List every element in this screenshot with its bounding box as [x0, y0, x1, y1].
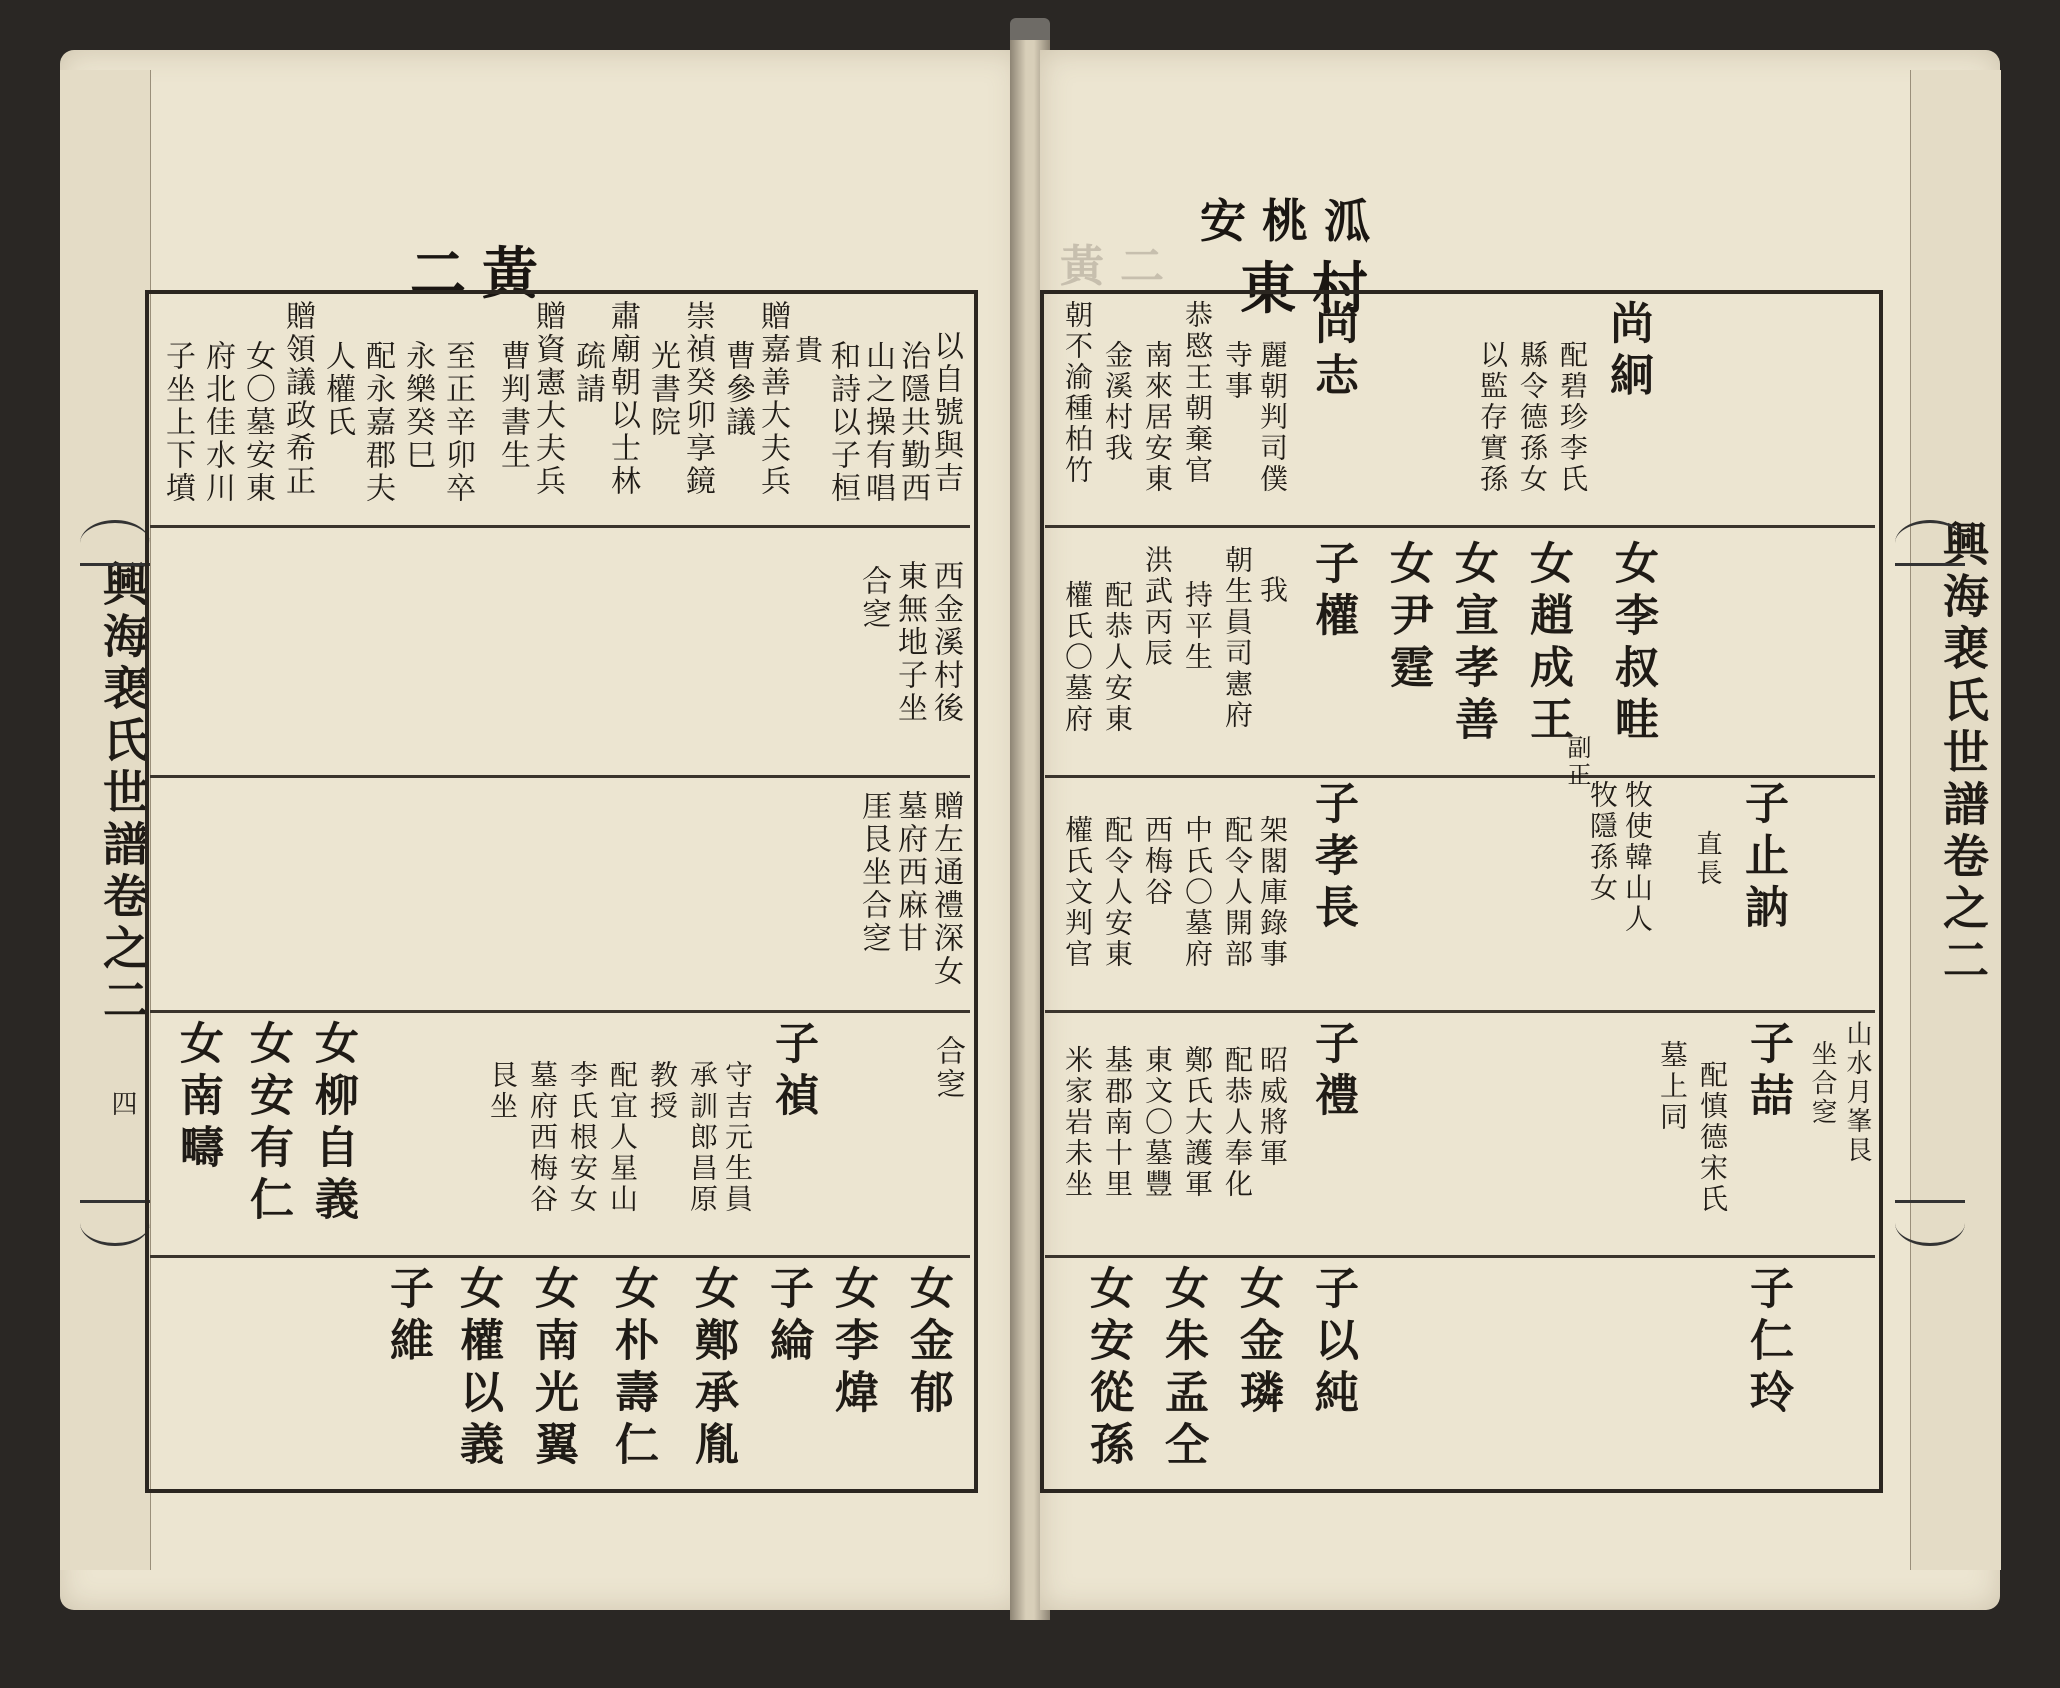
right-s4-note-a1: 配慎德宋氏: [1696, 1060, 1729, 1215]
right-s2-note5: 配恭人安東: [1101, 580, 1134, 735]
left-divider-3: [150, 1010, 970, 1013]
left-s4-note7: 艮坐: [486, 1060, 519, 1122]
left-s1-line14: 至正辛卯卒: [440, 340, 475, 505]
left-fish-ornament-top: [80, 520, 150, 566]
left-s5-entry1: 女金郁: [902, 1265, 953, 1421]
right-s1-note2b: 寺事: [1221, 340, 1254, 402]
right-fish-ornament-top: [1895, 520, 1965, 566]
right-s1-note2e: 金溪村我: [1101, 340, 1134, 464]
left-s2-line1: 西金溪村後: [928, 560, 963, 725]
left-s1-line1: 以自號與吉: [928, 330, 963, 495]
right-divider-2: [1045, 775, 1875, 778]
right-header-main: 東村: [1240, 256, 1384, 322]
left-s1-line4: 和詩以子桓: [825, 340, 860, 505]
left-s1-line17: 人權氏: [320, 340, 355, 439]
right-s4-note-b1: 昭威將軍: [1256, 1045, 1289, 1169]
right-header-sub: 安桃泒: [1200, 194, 1386, 248]
left-s1-line20: 府北佳水川: [200, 340, 235, 505]
right-s4-note-b2: 配恭人奉化: [1221, 1045, 1254, 1200]
left-divider-4: [150, 1255, 970, 1258]
right-s2-note6: 權氏〇墓府: [1061, 580, 1094, 735]
right-header-small: 黃二: [1060, 241, 1180, 292]
left-s1-line2: 治隱共勤西: [895, 340, 930, 505]
left-s1-line3: 山之操有唱: [860, 340, 895, 505]
right-s2-note1: 我: [1256, 575, 1289, 606]
right-s3-note-b1: 架閣庫錄事: [1256, 815, 1289, 970]
right-s4-note-b6: 米家岩未坐: [1061, 1045, 1094, 1200]
right-s5-entry3: 女金璘: [1232, 1265, 1283, 1421]
right-s4-note-a2: 墓上同: [1656, 1040, 1689, 1133]
right-s2-entry2: 副正: [1563, 735, 1591, 789]
left-s4-son: 子禎: [767, 1020, 818, 1124]
left-s5-entry4: 女鄭承胤: [687, 1265, 738, 1473]
right-divider-3: [1045, 1010, 1875, 1013]
right-s1-note2d: 南來居安東: [1141, 340, 1174, 495]
left-header: 二黃: [410, 241, 554, 307]
right-divider-4: [1045, 1255, 1875, 1258]
right-s4-note-b5: 基郡南十里: [1101, 1045, 1134, 1200]
right-s3-note-a1: 牧使韓山人: [1621, 780, 1654, 935]
left-s1-line6: 贈嘉善大夫兵: [755, 300, 790, 498]
left-s3-line2: 墓府西麻甘: [892, 790, 927, 955]
right-s4-margin1: 山水月峯艮: [1842, 1020, 1872, 1165]
right-s3-son: 子止訥: [1737, 780, 1788, 936]
right-s3-son-note: 直長: [1692, 830, 1722, 888]
left-s4-daughter3: 女南疇: [172, 1020, 223, 1176]
right-s2-note2: 朝生員司憲府: [1221, 545, 1254, 731]
left-s1-line15: 永樂癸巳: [400, 340, 435, 472]
left-s4-note5: 李氏根安女: [566, 1060, 599, 1215]
right-s3-son2: 子孝長: [1307, 780, 1358, 936]
right-s3-note-b4: 西梅谷: [1141, 815, 1174, 908]
left-s4-note6: 墓府西梅谷: [526, 1060, 559, 1215]
right-s2-entry4: 女宣孝善: [1447, 540, 1498, 748]
right-s2-entry1: 女李叔畦: [1607, 540, 1658, 748]
left-s1-line12: 贈資憲大夫兵: [530, 300, 565, 498]
right-s1-note1c: 以監存實孫: [1476, 340, 1509, 495]
left-s5-entry7: 女權以義: [452, 1265, 503, 1473]
left-s1-line18: 贈領議政希正: [280, 300, 315, 498]
right-s2-entry6: 子權: [1307, 540, 1358, 644]
left-side-title: 興海裵氏世譜卷之二: [96, 560, 150, 1028]
right-s5-entry5: 女安從孫: [1082, 1265, 1133, 1473]
left-s5-entry2: 女李煒: [827, 1265, 878, 1421]
left-s5-entry5: 女朴壽仁: [607, 1265, 658, 1473]
right-s2-note3: 持平生: [1181, 580, 1214, 673]
right-s1-note2a: 麗朝判司僕: [1256, 340, 1289, 495]
right-s2-entry3: 女趙成王: [1522, 540, 1573, 748]
left-s2-line2: 東無地子坐: [892, 560, 927, 725]
right-s1-note1b: 縣令德孫女: [1516, 340, 1549, 495]
left-s4-note4: 配宜人星山: [606, 1060, 639, 1215]
left-divider-2: [150, 775, 970, 778]
left-s1-line7: 曹參議: [720, 340, 755, 439]
left-s1-line13: 曹判書生: [495, 340, 530, 472]
left-s1-line16: 配永嘉郡夫: [360, 340, 395, 505]
right-s5-entry1: 子仁玲: [1742, 1265, 1793, 1421]
left-s5-entry8: 子維: [382, 1265, 433, 1369]
right-s5-entry2: 子以純: [1307, 1265, 1358, 1421]
right-s3-note-b5: 配令人安東: [1101, 815, 1134, 970]
right-fish-ornament-bottom: [1895, 1200, 1965, 1246]
left-s2-line3: 合窆: [856, 565, 891, 631]
left-divider-1: [150, 525, 970, 528]
right-s4-son: 子喆: [1742, 1020, 1793, 1124]
right-s4-note-b3: 鄭氏大護軍: [1181, 1045, 1214, 1200]
right-s2-note4: 洪武丙辰: [1141, 545, 1174, 669]
right-s1-name2: 尚志: [1307, 300, 1358, 404]
right-side-title: 興海裵氏世譜卷之二: [1936, 520, 1990, 988]
right-s3-note-b6: 權氏文判官: [1061, 815, 1094, 970]
left-s4-note1: 守吉元生員: [721, 1060, 754, 1215]
left-fish-ornament-bottom: [80, 1200, 150, 1246]
right-s4-margin2: 坐合窆: [1807, 1040, 1837, 1127]
left-s1-line5: 貴: [791, 335, 824, 366]
right-s3-note-b3: 中氏〇墓府: [1181, 815, 1214, 970]
right-s2-entry5: 女尹霆: [1382, 540, 1433, 696]
right-s4-son2: 子禮: [1307, 1020, 1358, 1124]
left-s1-line8: 崇禎癸卯享鏡: [680, 300, 715, 498]
left-s5-entry3: 子綸: [762, 1265, 813, 1369]
left-s4-daughter2: 女安有仁: [242, 1020, 293, 1228]
left-s1-line9: 光書院: [645, 340, 680, 439]
right-s3-note-b2: 配令人開部: [1221, 815, 1254, 970]
right-s3-note-a2: 牧隱孫女: [1586, 780, 1619, 904]
left-s3-line1: 贈左通禮深女: [928, 790, 963, 988]
right-s5-entry4: 女朱孟仝: [1157, 1265, 1208, 1473]
left-s1-line19: 女〇墓安東: [240, 340, 275, 505]
left-s1-line21: 子坐上下墳: [160, 340, 195, 505]
left-s3-line3: 厓艮坐合窆: [856, 790, 891, 955]
left-s4-daughter1: 女柳自義: [307, 1020, 358, 1228]
left-page-number: 四: [107, 1090, 137, 1120]
left-s4-note2: 承訓郎昌原: [686, 1060, 719, 1215]
left-s4-tail: 合窆: [930, 1035, 965, 1101]
right-s4-note-b4: 東文〇墓豐: [1141, 1045, 1174, 1200]
right-divider-1: [1045, 525, 1875, 528]
left-s1-line10: 肅廟朝以士林: [605, 300, 640, 498]
left-s5-entry6: 女南光翼: [527, 1265, 578, 1473]
right-s1-note1a: 配碧珍李氏: [1556, 340, 1589, 495]
left-s4-note3: 教授: [646, 1060, 679, 1122]
right-s1-note2f: 朝不渝種柏竹: [1061, 300, 1094, 486]
left-s1-line11: 疏請: [570, 340, 605, 406]
right-s1-note2c: 恭愍王朝棄官: [1181, 300, 1214, 486]
right-s1-name1: 尚絅: [1602, 300, 1653, 404]
